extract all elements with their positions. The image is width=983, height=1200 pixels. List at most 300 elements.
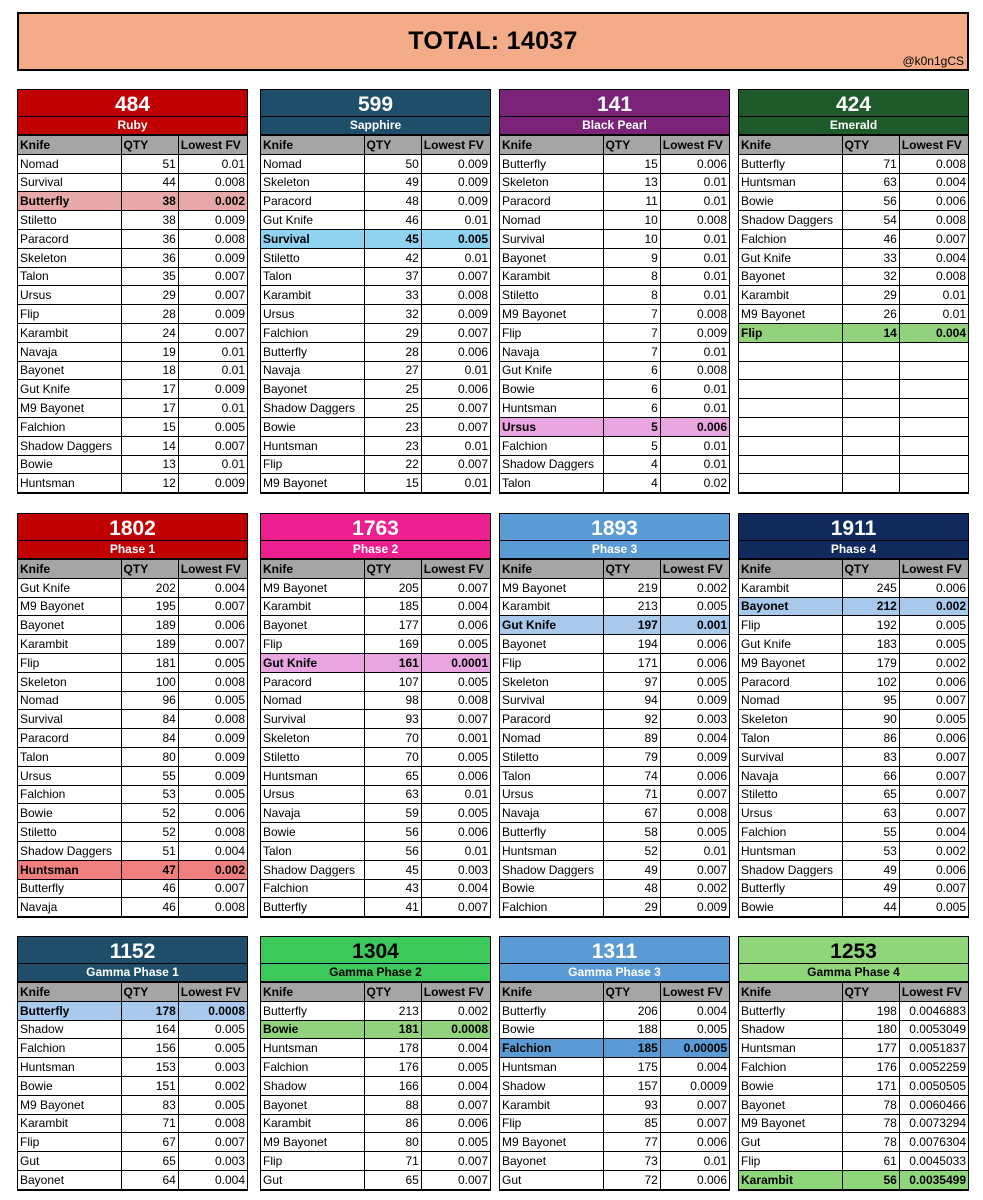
knife-qty: 56 bbox=[364, 823, 421, 842]
knife-qty: 19 bbox=[121, 342, 178, 361]
knife-qty: 192 bbox=[842, 616, 899, 635]
knife-lowest-fv: 0.009 bbox=[421, 173, 490, 192]
knife-name: Nomad bbox=[500, 211, 603, 230]
table-row bbox=[500, 747, 729, 766]
knife-name: Bowie bbox=[261, 1020, 364, 1039]
column-header-qty: QTY bbox=[121, 560, 178, 579]
table-header-row bbox=[500, 560, 729, 579]
block-name: Gamma Phase 2 bbox=[329, 965, 422, 979]
knife-lowest-fv: 0.005 bbox=[660, 597, 729, 616]
table-row bbox=[500, 785, 729, 804]
table-row bbox=[739, 229, 968, 248]
knife-table bbox=[739, 982, 968, 1190]
knife-name: Flip bbox=[500, 1114, 603, 1133]
knife-table bbox=[500, 982, 729, 1190]
knife-qty: 176 bbox=[364, 1058, 421, 1077]
table-row bbox=[261, 616, 490, 635]
table-header-row bbox=[18, 560, 247, 579]
knife-name: Skeleton bbox=[18, 672, 121, 691]
knife-qty: 46 bbox=[121, 898, 178, 917]
block-total: 599 bbox=[261, 90, 490, 117]
table-row bbox=[500, 1039, 729, 1058]
knife-qty: 25 bbox=[364, 380, 421, 399]
knife-lowest-fv: 0.008 bbox=[178, 229, 247, 248]
knife-qty: 44 bbox=[842, 898, 899, 917]
table-row bbox=[18, 691, 247, 710]
block-name: Phase 2 bbox=[352, 542, 399, 556]
block-header bbox=[261, 937, 490, 982]
knife-lowest-fv: 0.007 bbox=[421, 578, 490, 597]
knife-lowest-fv: 0.006 bbox=[421, 766, 490, 785]
knife-qty: 28 bbox=[364, 342, 421, 361]
table-row bbox=[18, 173, 247, 192]
knife-lowest-fv: 0.01 bbox=[660, 841, 729, 860]
knife-qty: 14 bbox=[121, 436, 178, 455]
block-name: Emerald bbox=[829, 118, 878, 132]
knife-lowest-fv: 0.0076304 bbox=[899, 1133, 968, 1152]
column-header-knife: Knife bbox=[739, 560, 842, 579]
table-row bbox=[261, 747, 490, 766]
knife-qty: 171 bbox=[842, 1076, 899, 1095]
knife-name: Falchion bbox=[500, 898, 603, 917]
knife-qty: 8 bbox=[603, 267, 660, 286]
knife-lowest-fv: 0.009 bbox=[178, 474, 247, 493]
knife-lowest-fv: 0.009 bbox=[421, 192, 490, 211]
knife-name: Bowie bbox=[18, 455, 121, 474]
table-row bbox=[739, 211, 968, 230]
knife-qty bbox=[842, 417, 899, 436]
knife-name: Butterfly bbox=[18, 192, 121, 211]
knife-lowest-fv: 0.007 bbox=[899, 804, 968, 823]
knife-qty: 7 bbox=[603, 342, 660, 361]
knife-lowest-fv: 0.005 bbox=[660, 823, 729, 842]
knife-lowest-fv: 0.007 bbox=[421, 267, 490, 286]
table-row bbox=[261, 1114, 490, 1133]
table-header-row bbox=[261, 136, 490, 155]
table-row bbox=[18, 305, 247, 324]
knife-name: Karambit bbox=[500, 267, 603, 286]
knife-qty: 63 bbox=[364, 785, 421, 804]
knife-qty: 198 bbox=[842, 1001, 899, 1020]
knife-qty: 65 bbox=[842, 785, 899, 804]
table-row bbox=[500, 672, 729, 691]
knife-lowest-fv: 0.005 bbox=[421, 804, 490, 823]
knife-name: Talon bbox=[739, 729, 842, 748]
knife-name: Bayonet bbox=[18, 1170, 121, 1189]
knife-name: Paracord bbox=[18, 229, 121, 248]
table-row bbox=[261, 1001, 490, 1020]
table-header-row bbox=[261, 983, 490, 1002]
knife-qty: 205 bbox=[364, 578, 421, 597]
knife-qty: 245 bbox=[842, 578, 899, 597]
knife-name: Karambit bbox=[500, 597, 603, 616]
knife-name: Karambit bbox=[18, 635, 121, 654]
table-row bbox=[261, 267, 490, 286]
table-row bbox=[18, 729, 247, 748]
knife-qty: 63 bbox=[842, 173, 899, 192]
table-row bbox=[18, 248, 247, 267]
table-row bbox=[261, 323, 490, 342]
table-row bbox=[261, 305, 490, 324]
knife-qty: 15 bbox=[603, 154, 660, 173]
knife-qty: 66 bbox=[842, 766, 899, 785]
table-row bbox=[18, 1133, 247, 1152]
table-row bbox=[739, 1170, 968, 1189]
knife-lowest-fv: 0.005 bbox=[421, 1133, 490, 1152]
table-row bbox=[500, 1152, 729, 1171]
knife-qty: 18 bbox=[121, 361, 178, 380]
knife-lowest-fv: 0.006 bbox=[899, 672, 968, 691]
knife-qty: 43 bbox=[364, 879, 421, 898]
knife-lowest-fv: 0.002 bbox=[899, 597, 968, 616]
knife-qty: 79 bbox=[603, 747, 660, 766]
knife-lowest-fv: 0.01 bbox=[660, 192, 729, 211]
table-row bbox=[500, 323, 729, 342]
knife-qty: 177 bbox=[842, 1039, 899, 1058]
column-header-lowest-fv: Lowest FV bbox=[660, 136, 729, 155]
block-header bbox=[18, 90, 247, 135]
knife-qty: 71 bbox=[603, 785, 660, 804]
block-name: Sapphire bbox=[349, 118, 402, 132]
knife-lowest-fv: 0.002 bbox=[660, 578, 729, 597]
knife-name: Butterfly bbox=[500, 154, 603, 173]
knife-lowest-fv: 0.007 bbox=[899, 691, 968, 710]
knife-name: Paracord bbox=[261, 192, 364, 211]
knife-qty: 71 bbox=[121, 1114, 178, 1133]
knife-lowest-fv: 0.0045033 bbox=[899, 1152, 968, 1171]
knife-qty: 83 bbox=[121, 1095, 178, 1114]
knife-name: Butterfly bbox=[500, 1001, 603, 1020]
knife-qty: 94 bbox=[603, 691, 660, 710]
table-row bbox=[500, 380, 729, 399]
table-row bbox=[261, 635, 490, 654]
knife-lowest-fv: 0.005 bbox=[421, 229, 490, 248]
knife-name: Gut bbox=[739, 1133, 842, 1152]
knife-qty: 85 bbox=[603, 1114, 660, 1133]
knife-name: Karambit bbox=[261, 286, 364, 305]
table-row bbox=[261, 436, 490, 455]
knife-name: Huntsman bbox=[18, 1058, 121, 1077]
knife-name: Falchion bbox=[18, 417, 121, 436]
knife-lowest-fv: 0.007 bbox=[178, 879, 247, 898]
block-name: Ruby bbox=[117, 118, 148, 132]
block-header bbox=[739, 90, 968, 135]
knife-name: Flip bbox=[739, 323, 842, 342]
table-row bbox=[500, 211, 729, 230]
knife-lowest-fv: 0.008 bbox=[178, 1114, 247, 1133]
knife-lowest-fv: 0.007 bbox=[899, 229, 968, 248]
knife-name bbox=[739, 342, 842, 361]
table-row bbox=[739, 323, 968, 342]
knife-lowest-fv: 0.009 bbox=[660, 747, 729, 766]
knife-lowest-fv: 0.01 bbox=[178, 342, 247, 361]
knife-qty: 166 bbox=[364, 1076, 421, 1095]
knife-lowest-fv: 0.004 bbox=[660, 729, 729, 748]
knife-qty: 213 bbox=[603, 597, 660, 616]
knife-qty: 48 bbox=[364, 192, 421, 211]
column-header-lowest-fv: Lowest FV bbox=[421, 560, 490, 579]
knife-lowest-fv: 0.01 bbox=[660, 173, 729, 192]
block-name: Gamma Phase 1 bbox=[86, 965, 179, 979]
finish-block-sapphire bbox=[260, 89, 491, 494]
knife-lowest-fv: 0.005 bbox=[178, 1020, 247, 1039]
table-row bbox=[500, 860, 729, 879]
knife-qty: 29 bbox=[364, 323, 421, 342]
knife-qty: 70 bbox=[364, 729, 421, 748]
knife-table bbox=[500, 135, 729, 493]
knife-lowest-fv: 0.007 bbox=[421, 323, 490, 342]
knife-lowest-fv: 0.006 bbox=[899, 729, 968, 748]
knife-qty: 22 bbox=[364, 455, 421, 474]
table-row bbox=[739, 399, 968, 418]
knife-name: Talon bbox=[18, 747, 121, 766]
knife-lowest-fv: 0.004 bbox=[660, 1001, 729, 1020]
table-row bbox=[18, 1114, 247, 1133]
knife-lowest-fv: 0.005 bbox=[660, 1020, 729, 1039]
knife-qty: 7 bbox=[603, 323, 660, 342]
knife-lowest-fv: 0.007 bbox=[899, 879, 968, 898]
knife-lowest-fv: 0.01 bbox=[660, 1152, 729, 1171]
knife-name: Falchion bbox=[18, 785, 121, 804]
knife-name: Bowie bbox=[500, 1020, 603, 1039]
knife-lowest-fv: 0.01 bbox=[421, 361, 490, 380]
knife-qty: 7 bbox=[603, 305, 660, 324]
knife-name: M9 Bayonet bbox=[739, 1114, 842, 1133]
knife-lowest-fv: 0.009 bbox=[660, 691, 729, 710]
table-row bbox=[261, 672, 490, 691]
knife-qty: 78 bbox=[842, 1095, 899, 1114]
knife-lowest-fv bbox=[899, 361, 968, 380]
knife-lowest-fv: 0.004 bbox=[178, 841, 247, 860]
table-row bbox=[18, 1058, 247, 1077]
knife-qty: 23 bbox=[364, 417, 421, 436]
knife-name: Navaja bbox=[18, 342, 121, 361]
column-header-knife: Knife bbox=[18, 983, 121, 1002]
knife-lowest-fv: 0.01 bbox=[899, 305, 968, 324]
knife-name: Butterfly bbox=[500, 823, 603, 842]
knife-lowest-fv: 0.005 bbox=[178, 1095, 247, 1114]
knife-lowest-fv: 0.008 bbox=[660, 804, 729, 823]
knife-name: Butterfly bbox=[261, 1001, 364, 1020]
knife-name: Gut bbox=[261, 1170, 364, 1189]
block-total: 1311 bbox=[500, 937, 729, 964]
table-row bbox=[18, 578, 247, 597]
table-row bbox=[18, 1001, 247, 1020]
knife-lowest-fv: 0.009 bbox=[178, 729, 247, 748]
table-header-row bbox=[500, 136, 729, 155]
knife-lowest-fv: 0.0050505 bbox=[899, 1076, 968, 1095]
knife-qty: 197 bbox=[603, 616, 660, 635]
table-row bbox=[739, 1020, 968, 1039]
knife-qty: 77 bbox=[603, 1133, 660, 1152]
knife-qty: 97 bbox=[603, 672, 660, 691]
knife-name: M9 Bayonet bbox=[500, 305, 603, 324]
table-row bbox=[18, 380, 247, 399]
knife-name: Paracord bbox=[18, 729, 121, 748]
column-header-knife: Knife bbox=[18, 136, 121, 155]
knife-lowest-fv: 0.002 bbox=[178, 860, 247, 879]
knife-name: Navaja bbox=[261, 361, 364, 380]
table-row bbox=[739, 455, 968, 474]
knife-qty: 49 bbox=[603, 860, 660, 879]
knife-qty: 73 bbox=[603, 1152, 660, 1171]
knife-lowest-fv bbox=[899, 399, 968, 418]
table-row bbox=[739, 154, 968, 173]
knife-qty: 50 bbox=[364, 154, 421, 173]
knife-name: Paracord bbox=[739, 672, 842, 691]
column-header-qty: QTY bbox=[842, 983, 899, 1002]
table-row bbox=[739, 305, 968, 324]
table-row bbox=[500, 474, 729, 493]
knife-name bbox=[739, 380, 842, 399]
table-row bbox=[739, 578, 968, 597]
knife-qty: 17 bbox=[121, 399, 178, 418]
table-row bbox=[500, 229, 729, 248]
knife-name: Ursus bbox=[18, 766, 121, 785]
knife-name: Bayonet bbox=[500, 635, 603, 654]
knife-qty: 180 bbox=[842, 1020, 899, 1039]
column-header-lowest-fv: Lowest FV bbox=[660, 560, 729, 579]
table-row bbox=[500, 710, 729, 729]
knife-lowest-fv: 0.0053049 bbox=[899, 1020, 968, 1039]
knife-name: Survival bbox=[18, 173, 121, 192]
knife-name: Falchion bbox=[18, 1039, 121, 1058]
knife-lowest-fv: 0.01 bbox=[660, 229, 729, 248]
table-header-row bbox=[18, 136, 247, 155]
table-row bbox=[261, 1095, 490, 1114]
table-row bbox=[18, 1020, 247, 1039]
knife-qty: 36 bbox=[121, 248, 178, 267]
knife-name: Bayonet bbox=[500, 248, 603, 267]
knife-name: Talon bbox=[500, 766, 603, 785]
block-header bbox=[739, 514, 968, 559]
knife-name: Flip bbox=[18, 305, 121, 324]
table-row bbox=[261, 1039, 490, 1058]
knife-qty: 188 bbox=[603, 1020, 660, 1039]
knife-name: Falchion bbox=[500, 436, 603, 455]
knife-qty: 156 bbox=[121, 1039, 178, 1058]
knife-qty: 35 bbox=[121, 267, 178, 286]
knife-lowest-fv: 0.005 bbox=[178, 691, 247, 710]
table-row bbox=[500, 248, 729, 267]
knife-qty: 80 bbox=[364, 1133, 421, 1152]
knife-name: Flip bbox=[500, 653, 603, 672]
knife-lowest-fv: 0.007 bbox=[421, 1095, 490, 1114]
table-row bbox=[18, 342, 247, 361]
table-row bbox=[500, 1114, 729, 1133]
column-header-knife: Knife bbox=[18, 560, 121, 579]
knife-lowest-fv: 0.007 bbox=[421, 898, 490, 917]
table-row bbox=[18, 653, 247, 672]
knife-name: Talon bbox=[261, 841, 364, 860]
knife-name: Paracord bbox=[500, 710, 603, 729]
knife-name: Shadow Daggers bbox=[739, 211, 842, 230]
block-header bbox=[500, 937, 729, 982]
knife-name: Shadow Daggers bbox=[261, 860, 364, 879]
knife-qty: 29 bbox=[121, 286, 178, 305]
knife-lowest-fv: 0.001 bbox=[421, 729, 490, 748]
knife-lowest-fv bbox=[899, 342, 968, 361]
finish-block-gamma-phase-4 bbox=[738, 936, 969, 1191]
knife-table bbox=[739, 559, 968, 917]
knife-lowest-fv: 0.01 bbox=[178, 455, 247, 474]
knife-name: Karambit bbox=[739, 1170, 842, 1189]
block-total: 484 bbox=[18, 90, 247, 117]
knife-lowest-fv: 0.01 bbox=[660, 267, 729, 286]
knife-lowest-fv: 0.01 bbox=[421, 436, 490, 455]
table-row bbox=[500, 436, 729, 455]
knife-name: Stiletto bbox=[261, 248, 364, 267]
knife-name: Karambit bbox=[261, 1114, 364, 1133]
knife-lowest-fv: 0.007 bbox=[178, 597, 247, 616]
knife-qty: 29 bbox=[603, 898, 660, 917]
table-row bbox=[18, 804, 247, 823]
table-row bbox=[500, 597, 729, 616]
knife-lowest-fv: 0.01 bbox=[660, 436, 729, 455]
knife-name: M9 Bayonet bbox=[739, 305, 842, 324]
knife-qty: 45 bbox=[364, 229, 421, 248]
knife-name: Survival bbox=[500, 229, 603, 248]
knife-lowest-fv: 0.006 bbox=[660, 417, 729, 436]
table-row bbox=[739, 286, 968, 305]
knife-name: Ursus bbox=[18, 286, 121, 305]
knife-lowest-fv: 0.01 bbox=[421, 474, 490, 493]
finish-block-phase-2 bbox=[260, 513, 491, 918]
knife-qty: 96 bbox=[121, 691, 178, 710]
table-row bbox=[739, 653, 968, 672]
knife-name: Bowie bbox=[500, 380, 603, 399]
knife-lowest-fv: 0.004 bbox=[899, 823, 968, 842]
knife-qty: 171 bbox=[603, 653, 660, 672]
block-header bbox=[261, 514, 490, 559]
knife-qty: 47 bbox=[121, 860, 178, 879]
knife-qty: 26 bbox=[842, 305, 899, 324]
finish-block-emerald bbox=[738, 89, 969, 494]
knife-qty: 86 bbox=[842, 729, 899, 748]
knife-lowest-fv: 0.006 bbox=[899, 578, 968, 597]
knife-qty: 55 bbox=[842, 823, 899, 842]
block-name: Black Pearl bbox=[582, 118, 647, 132]
knife-table bbox=[261, 559, 490, 917]
table-row bbox=[261, 823, 490, 842]
knife-qty: 213 bbox=[364, 1001, 421, 1020]
knife-lowest-fv: 0.008 bbox=[421, 286, 490, 305]
knife-qty: 67 bbox=[603, 804, 660, 823]
knife-lowest-fv: 0.006 bbox=[421, 823, 490, 842]
knife-lowest-fv: 0.01 bbox=[178, 154, 247, 173]
table-row bbox=[739, 1114, 968, 1133]
knife-name bbox=[739, 474, 842, 493]
table-row bbox=[739, 1001, 968, 1020]
block-header bbox=[18, 937, 247, 982]
knife-qty: 176 bbox=[842, 1058, 899, 1077]
knife-lowest-fv: 0.0008 bbox=[178, 1001, 247, 1020]
knife-lowest-fv: 0.01 bbox=[178, 399, 247, 418]
table-row bbox=[739, 192, 968, 211]
knife-lowest-fv: 0.008 bbox=[660, 305, 729, 324]
knife-lowest-fv: 0.0009 bbox=[660, 1076, 729, 1095]
table-row bbox=[18, 860, 247, 879]
knife-qty: 4 bbox=[603, 474, 660, 493]
table-row bbox=[739, 1152, 968, 1171]
knife-lowest-fv: 0.007 bbox=[899, 766, 968, 785]
knife-lowest-fv: 0.007 bbox=[660, 860, 729, 879]
knife-name: Butterfly bbox=[18, 1001, 121, 1020]
knife-name: Bayonet bbox=[739, 597, 842, 616]
knife-lowest-fv: 0.007 bbox=[660, 1114, 729, 1133]
knife-lowest-fv: 0.007 bbox=[421, 710, 490, 729]
knife-qty: 54 bbox=[842, 211, 899, 230]
